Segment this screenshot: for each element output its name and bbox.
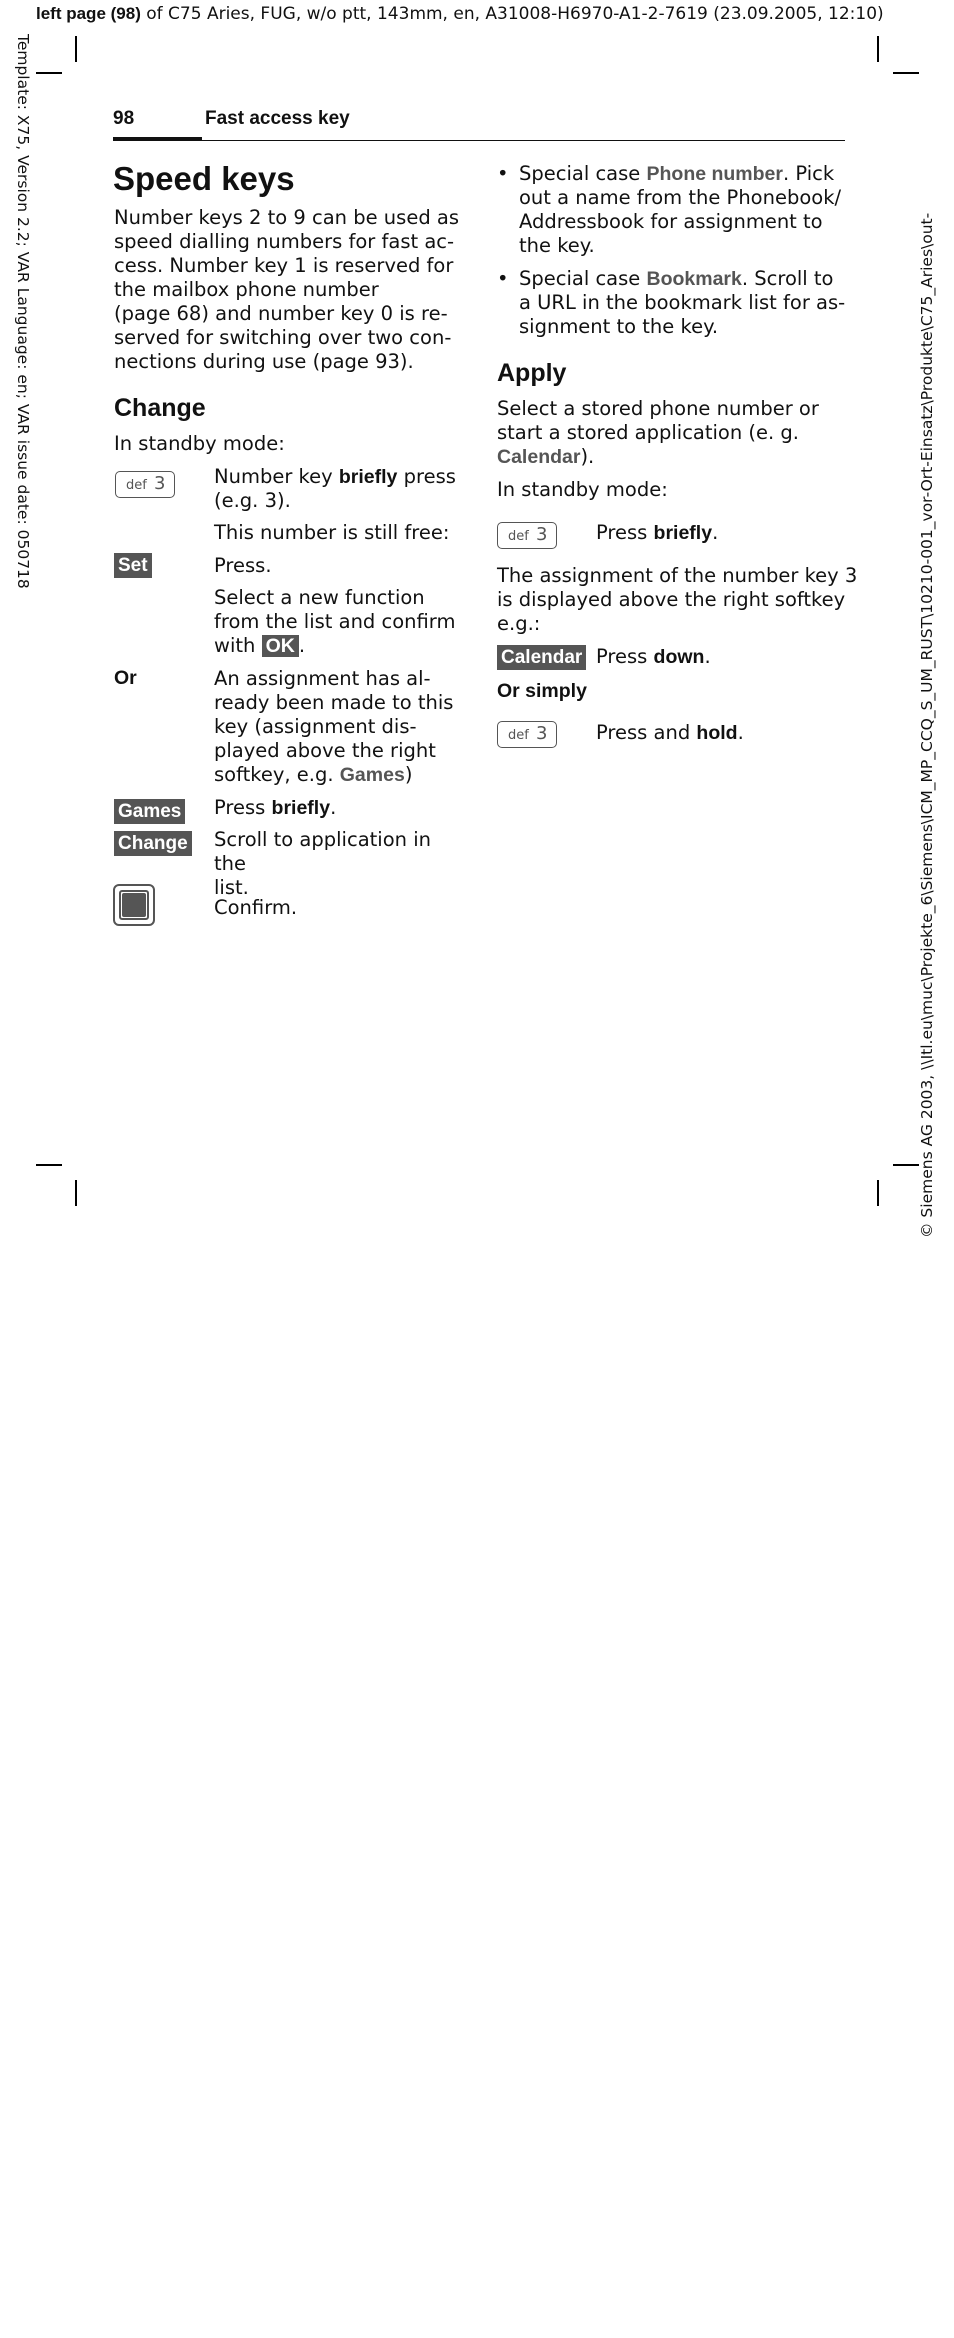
apply-heading: Apply — [497, 359, 567, 387]
step-number-key: Number key briefly press (e.g. 3). — [214, 465, 456, 512]
calendar-softkey: Calendar — [497, 645, 586, 670]
step-press-briefly: Press briefly. — [214, 796, 337, 819]
header-rule — [113, 140, 845, 141]
page-title: Speed keys — [113, 160, 295, 197]
apply-press-down: Press down. — [596, 645, 711, 668]
change-softkey: Change — [114, 831, 192, 856]
crop-mark — [877, 36, 879, 62]
crop-mark — [893, 1164, 919, 1166]
apply-press-hold: Press and hold. — [596, 721, 744, 744]
step-confirm: Confirm. — [214, 896, 298, 919]
page-number: 98 — [113, 108, 135, 129]
change-heading: Change — [114, 394, 206, 422]
step-press: Press. — [214, 554, 272, 577]
or-label: Or — [114, 667, 137, 689]
template-side-note: Template: X75, Version 2.2; VAR Language: en; VAR issue date: 050718 — [14, 34, 32, 589]
crop-mark — [893, 72, 919, 74]
number-key-3-icon: def 3 — [497, 721, 557, 748]
list-item: • Special case Phone number. Pick out a name from the Phonebook/ Addressbook for assignment to the key. — [497, 162, 842, 257]
crop-mark — [36, 1164, 62, 1166]
number-key-3-icon: def 3 — [115, 471, 175, 498]
step-select-function: Select a new function from the list and confirm with OK . — [214, 586, 456, 657]
step-scroll: Scroll to application in the list. — [214, 828, 431, 899]
copyright-side-note: © Siemens AG 2003, \\Itl.eu\muc\Projekte_6\Siemens\ICM_MP_CCQ_S_UM_RUST\10210-001_vor-Ort-Einsatz\Produkte\C75_Aries\out- — [918, 212, 936, 1238]
list-item: • Special case Bookmark. Scroll to a URL in the bookmark list for as- signment to the key. — [497, 267, 846, 338]
crop-mark — [36, 72, 62, 74]
apply-assignment-note: The assignment of the number key 3 is displayed above the right softkey e.g.: — [497, 564, 858, 635]
ok-softkey: OK — [262, 635, 299, 657]
apply-paragraph: Select a stored phone number or start a stored application (e. g. Calendar). — [497, 397, 819, 468]
set-softkey: Set — [114, 553, 152, 578]
apply-standby: In standby mode: — [497, 478, 668, 501]
apply-press-briefly: Press briefly. — [596, 521, 719, 544]
navigation-key-icon — [113, 884, 155, 926]
crop-mark — [75, 1180, 77, 1206]
change-standby: In standby mode: — [114, 432, 285, 455]
step-assigned: An assignment has al- ready been made to this key (assignment dis- played above the right softkey, e.g. Games) — [214, 667, 454, 786]
section-title: Fast access key — [205, 108, 350, 129]
crop-mark — [877, 1180, 879, 1206]
crop-mark — [75, 36, 77, 62]
free-note: This number is still free: — [214, 521, 450, 544]
intro-paragraph: Number keys 2 to 9 can be used as speed dialling numbers for fast ac- cess. Number key 1 is reserved for the mailbox phone number (page 68) and number key 0 is re- served for switching over two con- nections during use (page 93). — [114, 206, 460, 373]
special-cases-list — [497, 162, 847, 339]
or-simply-label: Or simply — [497, 680, 587, 702]
number-key-3-icon: def 3 — [497, 522, 557, 549]
print-header: left page (98) of C75 Aries, FUG, w/o ptt, 143mm, en, A31008-H6970-A1-2-7619 (23.09.2005, 12:10) — [36, 4, 884, 24]
games-softkey: Games — [114, 799, 185, 824]
